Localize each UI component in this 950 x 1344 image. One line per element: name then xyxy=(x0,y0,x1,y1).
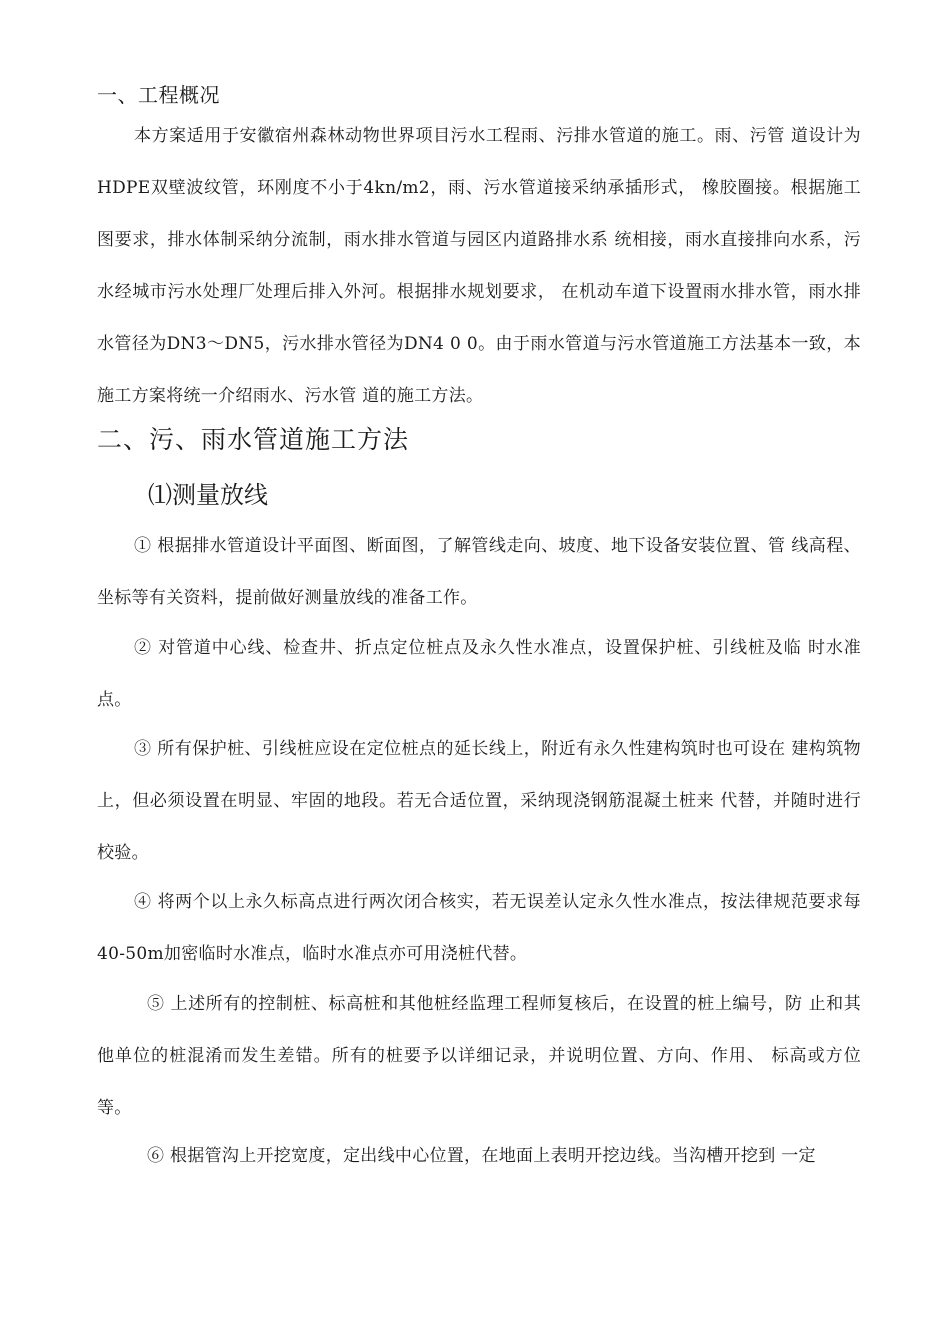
list-item: ⑤ 上述所有的控制桩、标高桩和其他桩经监理工程师复核后，在设置的桩上编号，防 止和其他单位的桩混淆而发生差错。所有的桩要予以详细记录，并说明位置、方向、作用、 标高或方位等。 xyxy=(97,994,861,1118)
list-item: ③ 所有保护桩、引线桩应设在定位桩点的延长线上，附近有永久性建构筑时也可设在 建构筑物上，但必须设置在明显、牢固的地段。若无合适位置，采纳现浇钢筋混凝土桩来 代替，并随时进行校验。 xyxy=(97,739,861,863)
list-item: ④ 将两个以上永久标高点进行两次闭合核实，若无误差认定永久性水准点，按法律规范要求每40-50m加密临时水准点，临时水准点亦可用浇桩代替。 xyxy=(97,892,861,964)
section-heading-construction-method: 二、污、雨水管道施工方法 xyxy=(97,425,410,454)
subsection-heading-survey: ⑴测量放线 xyxy=(148,481,268,509)
section-heading-overview: 一、工程概况 xyxy=(97,83,220,107)
list-item: ① 根据排水管道设计平面图、断面图，了解管线走向、坡度、地下设备安装位置、管 线高程、坐标等有关资料，提前做好测量放线的准备工作。 xyxy=(97,536,861,608)
list-item: ⑥ 根据管沟上开挖宽度，定出线中心位置，在地面上表明开挖边线。当沟槽开挖到 一定 xyxy=(147,1146,816,1166)
list-item: ② 对管道中心线、检查井、折点定位桩点及永久性水准点，设置保护桩、引线桩及临 时水准点。 xyxy=(97,638,861,710)
overview-paragraph: 本方案适用于安徽宿州森林动物世界项目污水工程雨、污排水管道的施工。雨、污管 道设计为HDPE双壁波纹管，环刚度不小于4kn/m2，雨、污水管道接采纳承插形式， 橡胶圈接。根据施工图要求，排水体制采纳分流制，雨水排水管道与园区内道路排水系 统相接，雨水直接排向水系，污水经城市污水处理厂处理后排入外河。根据排水规划要求， 在机动车道下设置雨水排水管，雨水排水管径为DN3〜DN5，污水排水管径为DN4 0 0。由于雨水管道与污水管道施工方法基本一致，本施工方案将统一介绍雨水、污水管 道的施工方法。 xyxy=(97,126,861,406)
